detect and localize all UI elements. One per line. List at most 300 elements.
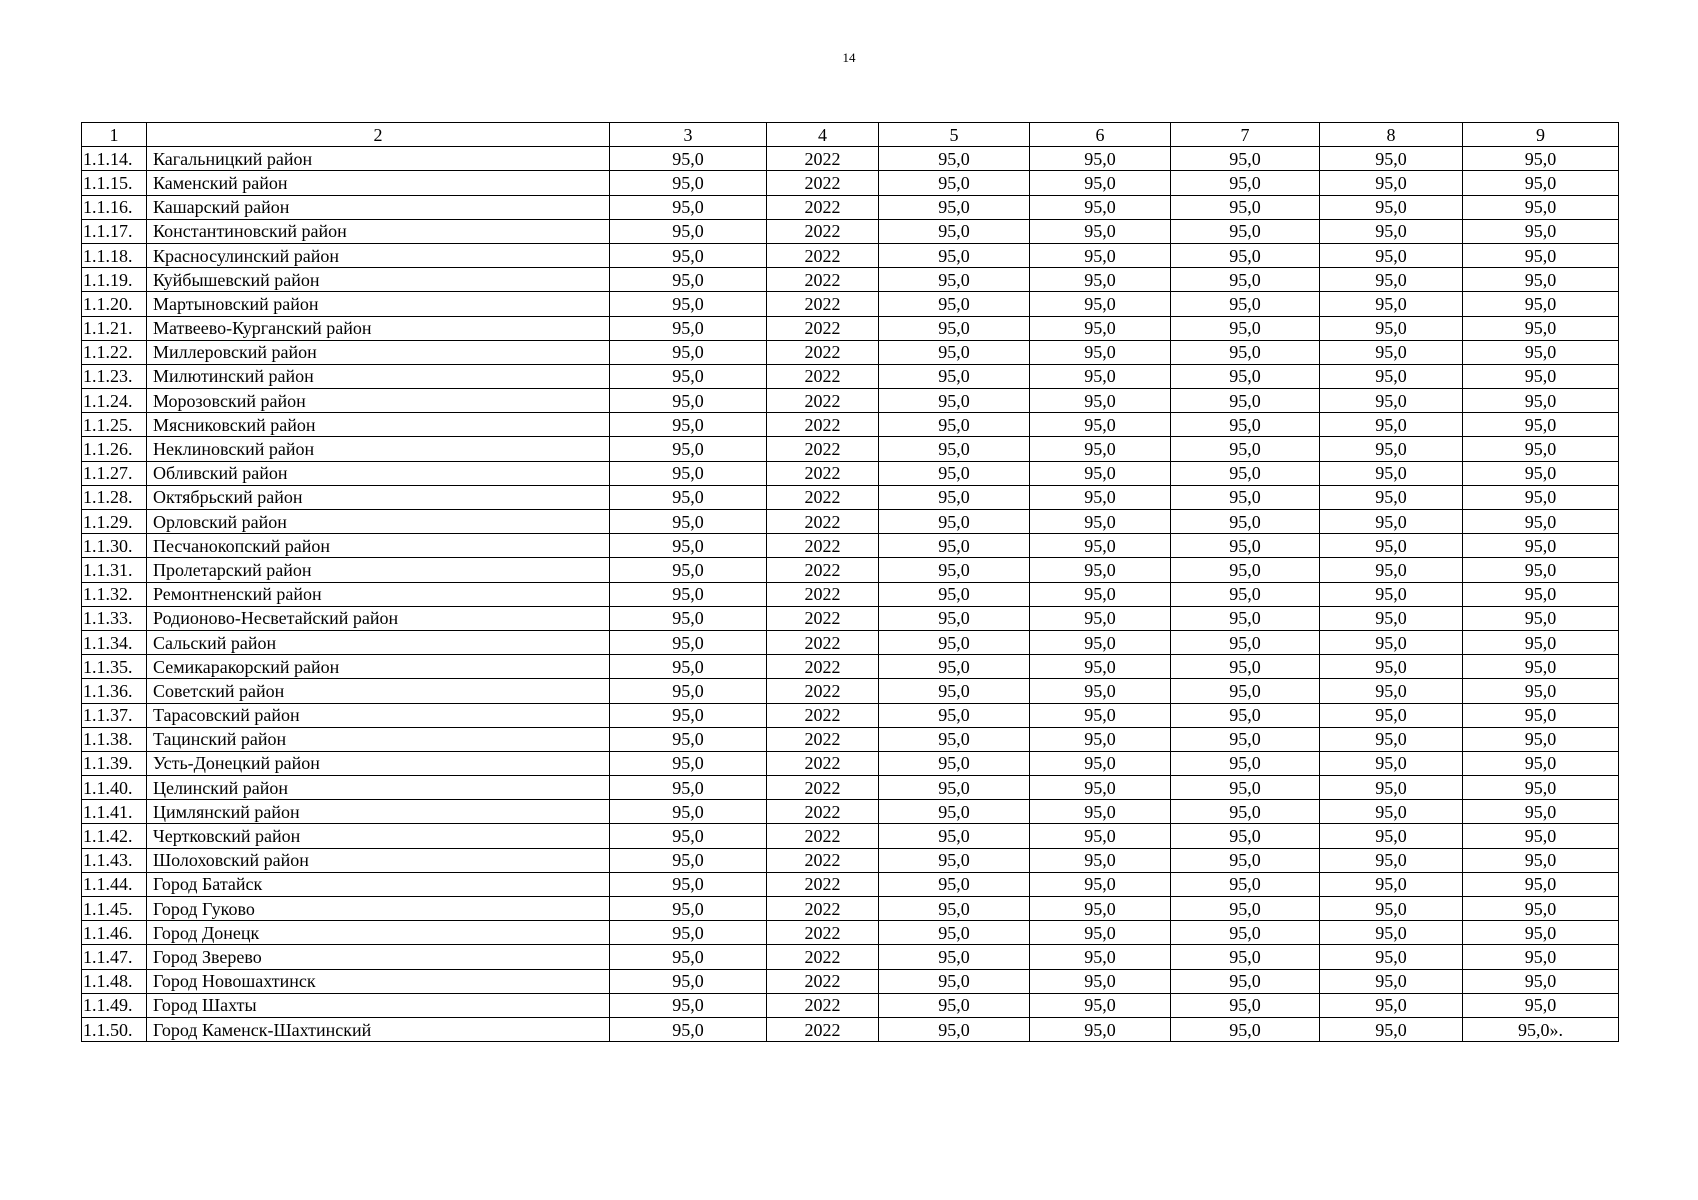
value-cell: 95,0». xyxy=(1463,1017,1619,1041)
table-row xyxy=(82,776,1619,800)
year-cell: 2022 xyxy=(767,510,879,534)
value-cell: 95,0 xyxy=(1171,945,1320,969)
value-cell: 95,0 xyxy=(879,897,1030,921)
table-row xyxy=(82,364,1619,388)
value-cell: 95,0 xyxy=(1171,243,1320,267)
row-number-cell: 1.1.39. xyxy=(82,751,147,775)
row-number-cell: 1.1.34. xyxy=(82,630,147,654)
value-cell: 95,0 xyxy=(1171,751,1320,775)
table-body xyxy=(82,147,1619,1042)
row-number-cell: 1.1.37. xyxy=(82,703,147,727)
value-cell: 95,0 xyxy=(1463,219,1619,243)
value-cell: 95,0 xyxy=(1463,461,1619,485)
value-cell: 95,0 xyxy=(879,800,1030,824)
value-cell: 95,0 xyxy=(1463,606,1619,630)
row-number-cell: 1.1.45. xyxy=(82,897,147,921)
value-cell: 95,0 xyxy=(610,485,767,509)
year-cell: 2022 xyxy=(767,219,879,243)
table-row xyxy=(82,195,1619,219)
value-cell: 95,0 xyxy=(1320,437,1463,461)
district-name-cell: Константиновский район xyxy=(147,219,610,243)
year-cell: 2022 xyxy=(767,703,879,727)
value-cell: 95,0 xyxy=(1320,897,1463,921)
year-cell: 2022 xyxy=(767,485,879,509)
value-cell: 95,0 xyxy=(1030,582,1171,606)
table-row xyxy=(82,485,1619,509)
value-cell: 95,0 xyxy=(1171,1017,1320,1041)
value-cell: 95,0 xyxy=(1320,389,1463,413)
district-name-cell: Песчанокопский район xyxy=(147,534,610,558)
value-cell: 95,0 xyxy=(879,147,1030,171)
value-cell: 95,0 xyxy=(1320,147,1463,171)
value-cell: 95,0 xyxy=(610,872,767,896)
row-number-cell: 1.1.41. xyxy=(82,800,147,824)
value-cell: 95,0 xyxy=(610,147,767,171)
row-number-cell: 1.1.46. xyxy=(82,921,147,945)
year-cell: 2022 xyxy=(767,292,879,316)
value-cell: 95,0 xyxy=(1463,413,1619,437)
district-name-cell: Кашарский район xyxy=(147,195,610,219)
value-cell: 95,0 xyxy=(1171,268,1320,292)
table-row xyxy=(82,969,1619,993)
district-name-cell: Милютинский район xyxy=(147,364,610,388)
row-number-cell: 1.1.15. xyxy=(82,171,147,195)
value-cell: 95,0 xyxy=(1320,195,1463,219)
value-cell: 95,0 xyxy=(1030,655,1171,679)
value-cell: 95,0 xyxy=(1030,534,1171,558)
value-cell: 95,0 xyxy=(1171,195,1320,219)
value-cell: 95,0 xyxy=(879,243,1030,267)
value-cell: 95,0 xyxy=(1030,969,1171,993)
value-cell: 95,0 xyxy=(1463,364,1619,388)
district-name-cell: Пролетарский район xyxy=(147,558,610,582)
district-name-cell: Город Новошахтинск xyxy=(147,969,610,993)
value-cell: 95,0 xyxy=(1463,824,1619,848)
table-row xyxy=(82,243,1619,267)
value-cell: 95,0 xyxy=(879,969,1030,993)
table-row xyxy=(82,558,1619,582)
value-cell: 95,0 xyxy=(1320,848,1463,872)
value-cell: 95,0 xyxy=(610,727,767,751)
row-number-cell: 1.1.47. xyxy=(82,945,147,969)
district-name-cell: Миллеровский район xyxy=(147,340,610,364)
year-cell: 2022 xyxy=(767,679,879,703)
value-cell: 95,0 xyxy=(1171,316,1320,340)
table-row xyxy=(82,751,1619,775)
district-name-cell: Мясниковский район xyxy=(147,413,610,437)
value-cell: 95,0 xyxy=(610,703,767,727)
value-cell: 95,0 xyxy=(1463,316,1619,340)
district-name-cell: Сальский район xyxy=(147,630,610,654)
value-cell: 95,0 xyxy=(1320,534,1463,558)
value-cell: 95,0 xyxy=(610,824,767,848)
value-cell: 95,0 xyxy=(1463,558,1619,582)
district-name-cell: Город Шахты xyxy=(147,993,610,1017)
year-cell: 2022 xyxy=(767,1017,879,1041)
value-cell: 95,0 xyxy=(1320,872,1463,896)
value-cell: 95,0 xyxy=(610,606,767,630)
value-cell: 95,0 xyxy=(610,800,767,824)
year-cell: 2022 xyxy=(767,147,879,171)
year-cell: 2022 xyxy=(767,897,879,921)
value-cell: 95,0 xyxy=(879,824,1030,848)
value-cell: 95,0 xyxy=(879,461,1030,485)
district-name-cell: Матвеево-Курганский район xyxy=(147,316,610,340)
value-cell: 95,0 xyxy=(1320,558,1463,582)
value-cell: 95,0 xyxy=(1463,655,1619,679)
row-number-cell: 1.1.17. xyxy=(82,219,147,243)
row-number-cell: 1.1.31. xyxy=(82,558,147,582)
value-cell: 95,0 xyxy=(1320,727,1463,751)
value-cell: 95,0 xyxy=(1320,340,1463,364)
value-cell: 95,0 xyxy=(1463,195,1619,219)
value-cell: 95,0 xyxy=(1030,630,1171,654)
year-cell: 2022 xyxy=(767,606,879,630)
district-name-cell: Шолоховский район xyxy=(147,848,610,872)
value-cell: 95,0 xyxy=(1171,848,1320,872)
value-cell: 95,0 xyxy=(1171,485,1320,509)
table-row xyxy=(82,534,1619,558)
row-number-cell: 1.1.36. xyxy=(82,679,147,703)
value-cell: 95,0 xyxy=(879,485,1030,509)
value-cell: 95,0 xyxy=(610,340,767,364)
value-cell: 95,0 xyxy=(1463,993,1619,1017)
table-row xyxy=(82,606,1619,630)
value-cell: 95,0 xyxy=(1171,340,1320,364)
district-name-cell: Город Зверево xyxy=(147,945,610,969)
table-row xyxy=(82,921,1619,945)
value-cell: 95,0 xyxy=(1030,340,1171,364)
value-cell: 95,0 xyxy=(1030,776,1171,800)
value-cell: 95,0 xyxy=(1030,364,1171,388)
year-cell: 2022 xyxy=(767,993,879,1017)
value-cell: 95,0 xyxy=(1171,800,1320,824)
value-cell: 95,0 xyxy=(1030,292,1171,316)
table-row xyxy=(82,389,1619,413)
value-cell: 95,0 xyxy=(1320,776,1463,800)
row-number-cell: 1.1.19. xyxy=(82,268,147,292)
district-name-cell: Город Донецк xyxy=(147,921,610,945)
value-cell: 95,0 xyxy=(879,1017,1030,1041)
value-cell: 95,0 xyxy=(1030,219,1171,243)
value-cell: 95,0 xyxy=(610,679,767,703)
row-number-cell: 1.1.40. xyxy=(82,776,147,800)
table-row xyxy=(82,872,1619,896)
value-cell: 95,0 xyxy=(610,848,767,872)
row-number-cell: 1.1.23. xyxy=(82,364,147,388)
table-row xyxy=(82,510,1619,534)
district-name-cell: Орловский район xyxy=(147,510,610,534)
year-cell: 2022 xyxy=(767,340,879,364)
value-cell: 95,0 xyxy=(1463,800,1619,824)
value-cell: 95,0 xyxy=(610,534,767,558)
year-cell: 2022 xyxy=(767,800,879,824)
value-cell: 95,0 xyxy=(1320,606,1463,630)
value-cell: 95,0 xyxy=(879,776,1030,800)
district-name-cell: Кагальницкий район xyxy=(147,147,610,171)
value-cell: 95,0 xyxy=(1171,969,1320,993)
value-cell: 95,0 xyxy=(879,268,1030,292)
value-cell: 95,0 xyxy=(1463,485,1619,509)
value-cell: 95,0 xyxy=(1030,243,1171,267)
table-row xyxy=(82,993,1619,1017)
value-cell: 95,0 xyxy=(610,219,767,243)
value-cell: 95,0 xyxy=(1320,461,1463,485)
district-name-cell: Советский район xyxy=(147,679,610,703)
value-cell: 95,0 xyxy=(1171,437,1320,461)
table-row xyxy=(82,630,1619,654)
row-number-cell: 1.1.30. xyxy=(82,534,147,558)
value-cell: 95,0 xyxy=(1171,630,1320,654)
value-cell: 95,0 xyxy=(1320,679,1463,703)
value-cell: 95,0 xyxy=(1030,727,1171,751)
table-row xyxy=(82,655,1619,679)
value-cell: 95,0 xyxy=(1030,897,1171,921)
value-cell: 95,0 xyxy=(1030,147,1171,171)
value-cell: 95,0 xyxy=(879,848,1030,872)
table-row xyxy=(82,945,1619,969)
row-number-cell: 1.1.28. xyxy=(82,485,147,509)
district-name-cell: Тацинский район xyxy=(147,727,610,751)
value-cell: 95,0 xyxy=(1463,510,1619,534)
table-row xyxy=(82,1017,1619,1041)
value-cell: 95,0 xyxy=(1463,389,1619,413)
row-number-cell: 1.1.27. xyxy=(82,461,147,485)
value-cell: 95,0 xyxy=(1030,703,1171,727)
table-row xyxy=(82,316,1619,340)
table-row xyxy=(82,727,1619,751)
value-cell: 95,0 xyxy=(610,292,767,316)
value-cell: 95,0 xyxy=(1463,848,1619,872)
value-cell: 95,0 xyxy=(1171,219,1320,243)
value-cell: 95,0 xyxy=(879,413,1030,437)
district-name-cell: Неклиновский район xyxy=(147,437,610,461)
value-cell: 95,0 xyxy=(1030,945,1171,969)
year-cell: 2022 xyxy=(767,969,879,993)
district-name-cell: Морозовский район xyxy=(147,389,610,413)
row-number-cell: 1.1.20. xyxy=(82,292,147,316)
value-cell: 95,0 xyxy=(610,993,767,1017)
year-cell: 2022 xyxy=(767,848,879,872)
value-cell: 95,0 xyxy=(879,534,1030,558)
table-row xyxy=(82,147,1619,171)
value-cell: 95,0 xyxy=(1320,630,1463,654)
value-cell: 95,0 xyxy=(1320,292,1463,316)
value-cell: 95,0 xyxy=(879,219,1030,243)
value-cell: 95,0 xyxy=(1320,993,1463,1017)
value-cell: 95,0 xyxy=(1320,413,1463,437)
year-cell: 2022 xyxy=(767,630,879,654)
row-number-cell: 1.1.50. xyxy=(82,1017,147,1041)
value-cell: 95,0 xyxy=(610,364,767,388)
value-cell: 95,0 xyxy=(1171,582,1320,606)
value-cell: 95,0 xyxy=(1171,147,1320,171)
value-cell: 95,0 xyxy=(610,171,767,195)
value-cell: 95,0 xyxy=(879,630,1030,654)
header-cell: 8 xyxy=(1320,123,1463,147)
value-cell: 95,0 xyxy=(610,776,767,800)
value-cell: 95,0 xyxy=(1171,389,1320,413)
value-cell: 95,0 xyxy=(1171,897,1320,921)
district-name-cell: Город Батайск xyxy=(147,872,610,896)
value-cell: 95,0 xyxy=(879,703,1030,727)
value-cell: 95,0 xyxy=(1320,316,1463,340)
value-cell: 95,0 xyxy=(1030,751,1171,775)
value-cell: 95,0 xyxy=(1030,437,1171,461)
district-name-cell: Целинский район xyxy=(147,776,610,800)
value-cell: 95,0 xyxy=(1030,921,1171,945)
value-cell: 95,0 xyxy=(1320,824,1463,848)
value-cell: 95,0 xyxy=(610,1017,767,1041)
row-number-cell: 1.1.43. xyxy=(82,848,147,872)
value-cell: 95,0 xyxy=(1171,727,1320,751)
value-cell: 95,0 xyxy=(1030,461,1171,485)
value-cell: 95,0 xyxy=(879,582,1030,606)
district-name-cell: Ремонтненский район xyxy=(147,582,610,606)
value-cell: 95,0 xyxy=(610,437,767,461)
value-cell: 95,0 xyxy=(1463,340,1619,364)
value-cell: 95,0 xyxy=(1463,243,1619,267)
header-cell: 9 xyxy=(1463,123,1619,147)
value-cell: 95,0 xyxy=(1320,268,1463,292)
row-number-cell: 1.1.29. xyxy=(82,510,147,534)
row-number-cell: 1.1.22. xyxy=(82,340,147,364)
year-cell: 2022 xyxy=(767,655,879,679)
year-cell: 2022 xyxy=(767,582,879,606)
value-cell: 95,0 xyxy=(610,630,767,654)
value-cell: 95,0 xyxy=(1320,364,1463,388)
district-name-cell: Чертковский район xyxy=(147,824,610,848)
table-row xyxy=(82,582,1619,606)
value-cell: 95,0 xyxy=(1320,171,1463,195)
value-cell: 95,0 xyxy=(610,413,767,437)
row-number-cell: 1.1.21. xyxy=(82,316,147,340)
value-cell: 95,0 xyxy=(1171,171,1320,195)
district-name-cell: Тарасовский район xyxy=(147,703,610,727)
value-cell: 95,0 xyxy=(879,655,1030,679)
year-cell: 2022 xyxy=(767,364,879,388)
table-row xyxy=(82,461,1619,485)
value-cell: 95,0 xyxy=(1320,655,1463,679)
value-cell: 95,0 xyxy=(1463,268,1619,292)
header-row xyxy=(82,123,1619,147)
value-cell: 95,0 xyxy=(879,171,1030,195)
value-cell: 95,0 xyxy=(1320,1017,1463,1041)
value-cell: 95,0 xyxy=(1463,147,1619,171)
table-row xyxy=(82,824,1619,848)
value-cell: 95,0 xyxy=(610,655,767,679)
value-cell: 95,0 xyxy=(1463,171,1619,195)
value-cell: 95,0 xyxy=(1463,582,1619,606)
value-cell: 95,0 xyxy=(1171,993,1320,1017)
row-number-cell: 1.1.25. xyxy=(82,413,147,437)
value-cell: 95,0 xyxy=(1463,897,1619,921)
value-cell: 95,0 xyxy=(610,751,767,775)
row-number-cell: 1.1.49. xyxy=(82,993,147,1017)
year-cell: 2022 xyxy=(767,437,879,461)
value-cell: 95,0 xyxy=(1030,824,1171,848)
district-name-cell: Усть-Донецкий район xyxy=(147,751,610,775)
value-cell: 95,0 xyxy=(1171,606,1320,630)
value-cell: 95,0 xyxy=(1030,389,1171,413)
district-name-cell: Семикаракорский район xyxy=(147,655,610,679)
value-cell: 95,0 xyxy=(879,292,1030,316)
row-number-cell: 1.1.35. xyxy=(82,655,147,679)
row-number-cell: 1.1.44. xyxy=(82,872,147,896)
header-cell: 5 xyxy=(879,123,1030,147)
year-cell: 2022 xyxy=(767,824,879,848)
district-name-cell: Красносулинский район xyxy=(147,243,610,267)
value-cell: 95,0 xyxy=(1463,534,1619,558)
table-row xyxy=(82,413,1619,437)
value-cell: 95,0 xyxy=(610,195,767,219)
value-cell: 95,0 xyxy=(1320,800,1463,824)
value-cell: 95,0 xyxy=(1463,679,1619,703)
page-number: 14 xyxy=(842,50,856,65)
value-cell: 95,0 xyxy=(1030,848,1171,872)
year-cell: 2022 xyxy=(767,558,879,582)
district-name-cell: Родионово-Несветайский район xyxy=(147,606,610,630)
row-number-cell: 1.1.42. xyxy=(82,824,147,848)
value-cell: 95,0 xyxy=(879,945,1030,969)
value-cell: 95,0 xyxy=(1030,800,1171,824)
value-cell: 95,0 xyxy=(1171,413,1320,437)
value-cell: 95,0 xyxy=(1171,534,1320,558)
value-cell: 95,0 xyxy=(610,897,767,921)
value-cell: 95,0 xyxy=(1171,364,1320,388)
value-cell: 95,0 xyxy=(1463,751,1619,775)
value-cell: 95,0 xyxy=(1463,872,1619,896)
year-cell: 2022 xyxy=(767,921,879,945)
table-row xyxy=(82,292,1619,316)
value-cell: 95,0 xyxy=(1320,969,1463,993)
value-cell: 95,0 xyxy=(610,582,767,606)
value-cell: 95,0 xyxy=(1463,776,1619,800)
row-number-cell: 1.1.33. xyxy=(82,606,147,630)
value-cell: 95,0 xyxy=(879,195,1030,219)
table-row xyxy=(82,340,1619,364)
value-cell: 95,0 xyxy=(610,921,767,945)
value-cell: 95,0 xyxy=(879,727,1030,751)
value-cell: 95,0 xyxy=(1463,630,1619,654)
year-cell: 2022 xyxy=(767,243,879,267)
value-cell: 95,0 xyxy=(1030,510,1171,534)
row-number-cell: 1.1.16. xyxy=(82,195,147,219)
table-row xyxy=(82,848,1619,872)
table-row xyxy=(82,897,1619,921)
district-name-cell: Куйбышевский район xyxy=(147,268,610,292)
district-name-cell: Каменский район xyxy=(147,171,610,195)
header-cell: 4 xyxy=(767,123,879,147)
value-cell: 95,0 xyxy=(610,969,767,993)
value-cell: 95,0 xyxy=(610,389,767,413)
value-cell: 95,0 xyxy=(1320,243,1463,267)
district-name-cell: Октябрьский район xyxy=(147,485,610,509)
header-cell: 2 xyxy=(147,123,610,147)
value-cell: 95,0 xyxy=(879,921,1030,945)
value-cell: 95,0 xyxy=(1030,1017,1171,1041)
value-cell: 95,0 xyxy=(879,606,1030,630)
table-row xyxy=(82,268,1619,292)
value-cell: 95,0 xyxy=(1030,558,1171,582)
year-cell: 2022 xyxy=(767,268,879,292)
value-cell: 95,0 xyxy=(879,510,1030,534)
value-cell: 95,0 xyxy=(1320,751,1463,775)
value-cell: 95,0 xyxy=(1030,268,1171,292)
year-cell: 2022 xyxy=(767,316,879,340)
table-row xyxy=(82,437,1619,461)
value-cell: 95,0 xyxy=(1171,655,1320,679)
